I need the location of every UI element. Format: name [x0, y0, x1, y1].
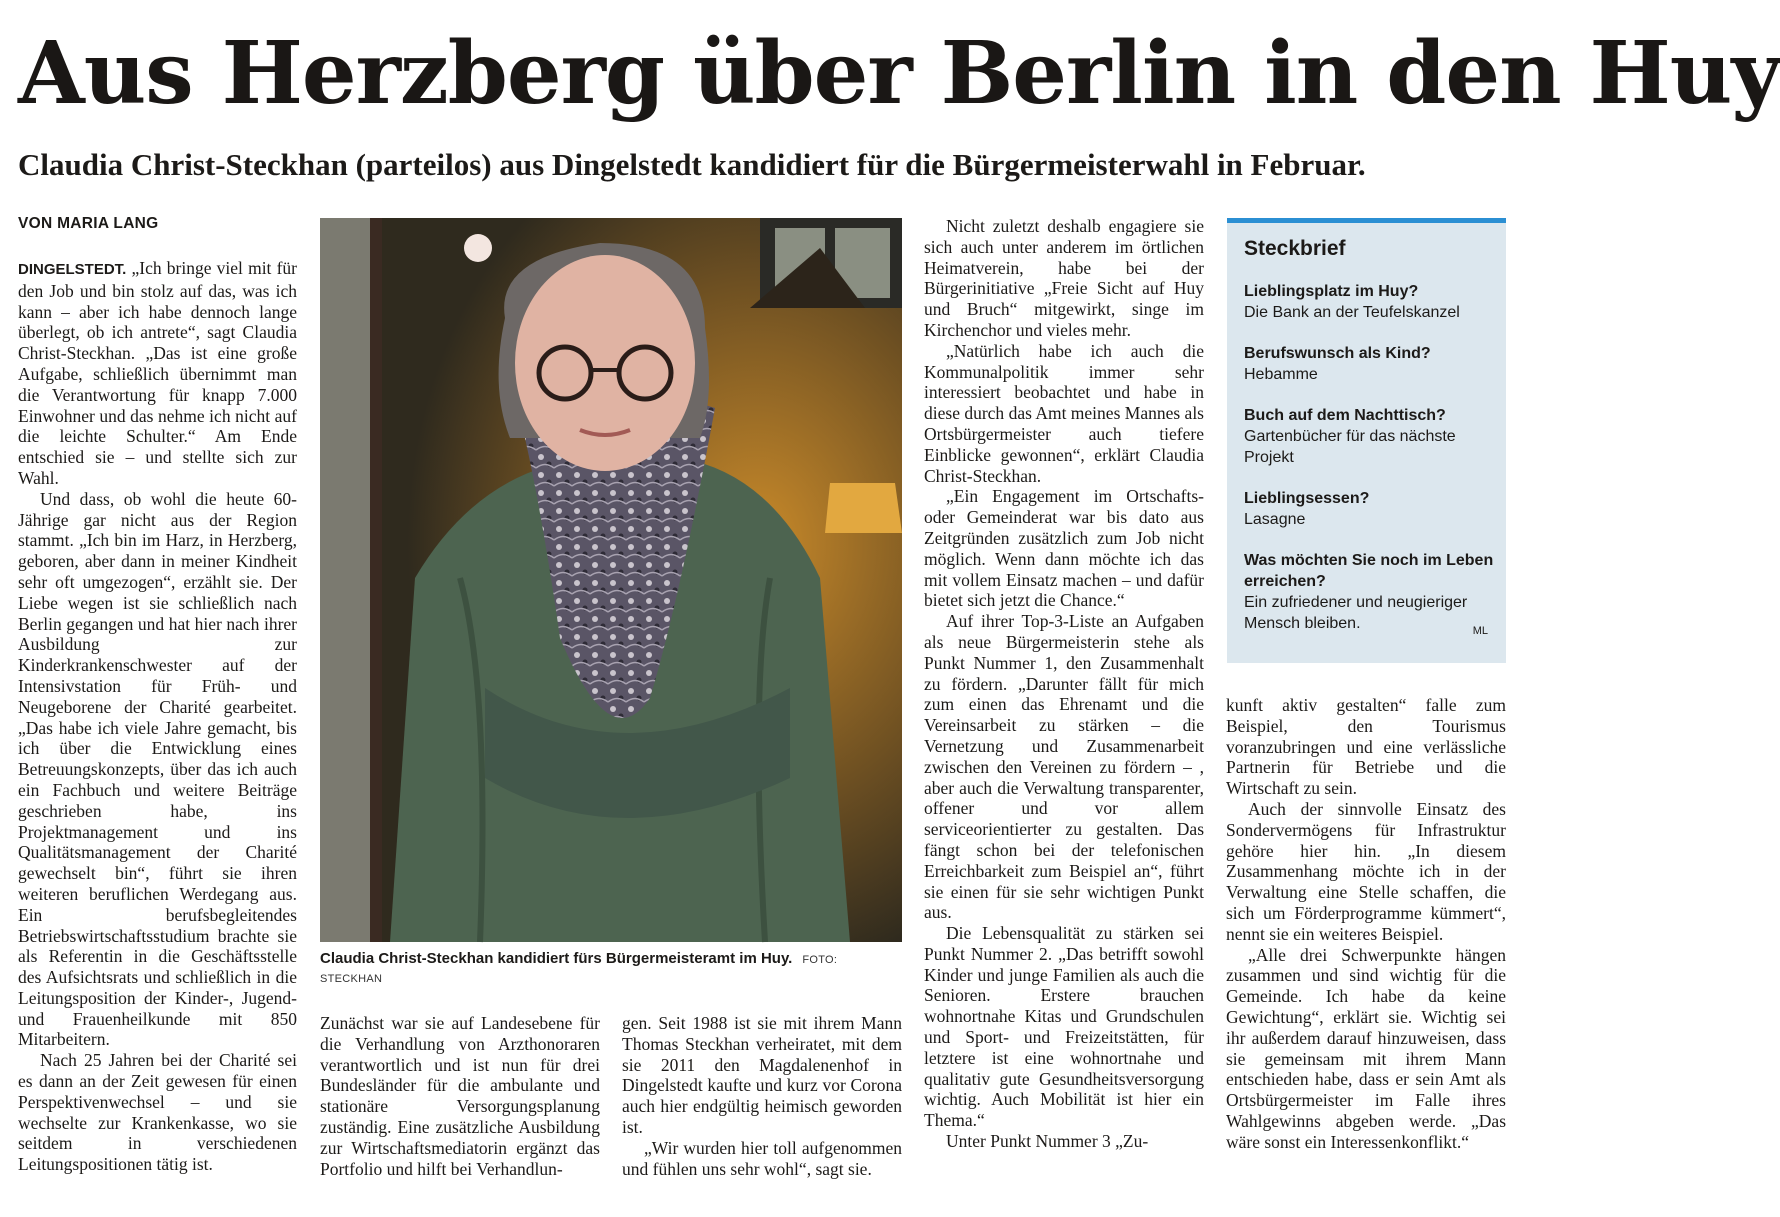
photo-credit: FOTO: STECKHAN	[320, 954, 838, 985]
article-column-1	[18, 258, 297, 1175]
paragraph: Auf ihrer Top-3-Liste an Aufgaben als neue Bürgermeisterin stehe als Punkt Nummer 1, den Zusammenhalt zu fördern. „Darunter fällt für mich zum einen das Ehrenamt und die Vereinsarbeit zu stärken – die Vernetzung und Zusammenarbeit zwischen den Vereinen zu fördern – , aber auch die Verwaltung transparenter, offener und vor allem serviceorientierter zu gestalten. Das fängt schon bei der telefonischen Erreichbarkeit zum Beispiel an“, führt sie einen für sie sehr wichtigen Punkt aus.	[924, 611, 1204, 923]
portrait-illustration	[320, 218, 902, 942]
article-column-5	[1226, 695, 1506, 1153]
paragraph: Nach 25 Jahren bei der Charité sei es dann an der Zeit gewesen für einen Perspektivenwechsel – und sie wechselte zur Krankenkasse, wo sie seitdem in verschiedenen Leitungspositionen tätig ist.	[18, 1050, 297, 1175]
paragraph: Auch der sinnvolle Einsatz des Sondervermögens für Infrastruktur gehöre hier hin. „In diesem Zusammenhang möchte ich in der Verwaltung eine Stelle schaffen, die sich um Förderprogramme kümmert“, nennt sie ein weiteres Beispiel.	[1226, 798, 1506, 944]
factbox-question: Berufswunsch als Kind?	[1244, 345, 1431, 362]
headline: Aus Herzberg über Berlin in den Huy	[18, 23, 1780, 124]
paragraph: Nicht zuletzt deshalb engagiere sie sich auch unter anderem im örtlichen Heimatverein, habe bei der Bürgerinitiative „Freie Sicht auf Huy und Bruch“ mitgewirkt, singe im Kirchenchor und vieles mehr.	[924, 216, 1204, 340]
paragraph-text: „Ich bringe viel mit für den Job und bin stolz auf das, was ich kann – aber ich habe dennoch lange überlegt, ob ich antrete“, sagt Claudia Christ-Steckhan. „Das ist eine große Aufgabe, schließlich übernimmt man die Verantwortung für knapp 7.000 Einwohner und das nehme ich nicht auf die leichte Schulter.“ Am Ende entschied sie – und stellte sich zur Wahl.	[18, 258, 297, 488]
factbox-answer: Ein zufriedener und neugieriger Mensch bleiben.	[1244, 594, 1468, 632]
factbox-question: Lieblingsessen?	[1244, 490, 1370, 507]
factbox-question: Was möchten Sie noch im Leben erreichen?	[1244, 552, 1494, 590]
factbox-title: Steckbrief	[1244, 237, 1346, 260]
article-column-2	[320, 1013, 600, 1179]
factbox-question: Buch auf dem Nachttisch?	[1244, 407, 1446, 424]
paragraph: Die Lebensqualität zu stärken sei Punkt Nummer 2. „Das betrifft sowohl Kinder und junge Familien als auch die Senioren. Erstere brauchen wohnortnahe Kitas und Grundschulen und Sport- und Freizeitstätten, für letztere ist eine wohnortnahe und qualitativ gute Gesundheitsversorgung wichtig. Auch Mobilität ist hier ein Thema.“	[924, 923, 1204, 1131]
photo-caption	[320, 950, 902, 988]
article-column-3	[622, 1013, 902, 1179]
paragraph: kunft aktiv gestalten“ falle zum Beispiel, den Tourismus voranzubringen und eine verlässliche Partnerin für Betriebe und die Wirtschaft zu sein.	[1226, 695, 1506, 799]
author-initials: ML	[1472, 625, 1488, 637]
paragraph: Unter Punkt Nummer 3 „Zu-	[946, 1131, 1149, 1152]
dateline: DINGELSTEDT.	[18, 261, 127, 278]
factbox-answer: Lasagne	[1244, 511, 1306, 528]
factbox-answer: Hebamme	[1244, 366, 1318, 383]
paragraph: gen. Seit 1988 ist sie mit ihrem Mann Thomas Steckhan verheiratet, mit dem sie 2011 den Magdalenenhof in Dingelstedt kaufte und kurz vor Corona auch hier endgültig heimisch geworden ist.	[622, 1013, 902, 1137]
article-column-4	[924, 216, 1204, 1152]
subheadline: Claudia Christ-Steckhan (parteilos) aus Dingelstedt kandidiert für die Bürgermeisterwahl in Februar.	[18, 147, 1366, 182]
factbox-answer: Die Bank an der Teufelskanzel	[1244, 304, 1460, 321]
paragraph: Und dass, ob wohl die heute 60-Jährige gar nicht aus der Region stammt. „Ich bin im Harz, in Herzberg, geboren, aber dann in meiner Kindheit sehr oft umgezogen“, erzählt sie. Der Liebe wegen ist sie schließlich nach Berlin gegangen und hat hier nach ihrer Ausbildung zur Kinderkrankenschwester auf der Intensivstation für Früh- und Neugeborene der Charité gearbeitet. „Das habe ich viele Jahre gemacht, bis ich über die Entwicklung eines Betreuungskonzepts, über das ich auch ein Fachbuch und weitere Beiträge geschrieben habe, ins Projektmanagement und ins Qualitätsmanagement der Charité gewechselt bin“, führt sie ihren weiteren beruflichen Werdegang aus. Ein berufsbegleitendes Betriebswirtschaftsstudium brachte sie als Referentin in die Geschäftsstelle des Aufsichtsrats und schließlich in die Leitungsposition der Kinder-, Jugend- und Frauenheilkunde mit 850 Mitarbeitern.	[18, 488, 297, 1050]
portrait-photo	[320, 218, 902, 942]
paragraph: Zunächst war sie auf Landesebene für die Verhandlung von Arzthonoraren verantwortlich und ist nun für drei Bundesländer für die ambulante und stationäre Versorgungsplanung zuständig. Eine zusätzliche Ausbildung zur Wirtschaftsmediatorin ergänzt das Portfolio und hilft bei Verhandlun-	[320, 1013, 600, 1179]
paragraph: „Ein Engagement im Ortschafts- oder Gemeinderat war bis dato aus Zeitgründen zusätzlich zum Job nicht möglich. Wenn dann möchte ich das mit vollem Einsatz machen – und dafür bietet sich jetzt die Chance.“	[924, 486, 1204, 611]
paragraph: „Wir wurden hier toll aufgenommen und fühlen uns sehr wohl“, sagt sie.	[622, 1137, 902, 1179]
byline: VON MARIA LANG	[18, 215, 159, 232]
paragraph	[18, 258, 297, 489]
factbox-list	[1244, 281, 1494, 654]
factbox-steckbrief	[1227, 218, 1506, 663]
caption-text: Claudia Christ-Steckhan kandidiert fürs Bürgermeisteramt im Huy.	[320, 950, 793, 967]
paragraph: „Natürlich habe ich auch die Kommunalpolitik immer sehr interessiert beobachtet und habe in diese durch das Amt meines Mannes als Ortsbürgermeister auch tiefere Einblicke gewonnen“, erklärt Claudia Christ-Steckhan.	[924, 340, 1204, 486]
paragraph: „Alle drei Schwerpunkte hängen zusammen und sind wichtig für die Gemeinde. Ich habe da keine Gewichtung“, erklärt sie. Wichtig sei ihr außerdem darauf hinzuweisen, dass sie gemeinsam mit ihrem Mann entschieden habe, dass er sein Amt als Ortsbürgermeister im Falle ihres Wahlgewinns abgeben werde. „Das wäre sonst ein Interessenkonflikt.“	[1226, 944, 1506, 1152]
factbox-answer: Gartenbücher für das nächste Projekt	[1244, 428, 1456, 466]
factbox-question: Lieblingsplatz im Huy?	[1244, 283, 1419, 300]
